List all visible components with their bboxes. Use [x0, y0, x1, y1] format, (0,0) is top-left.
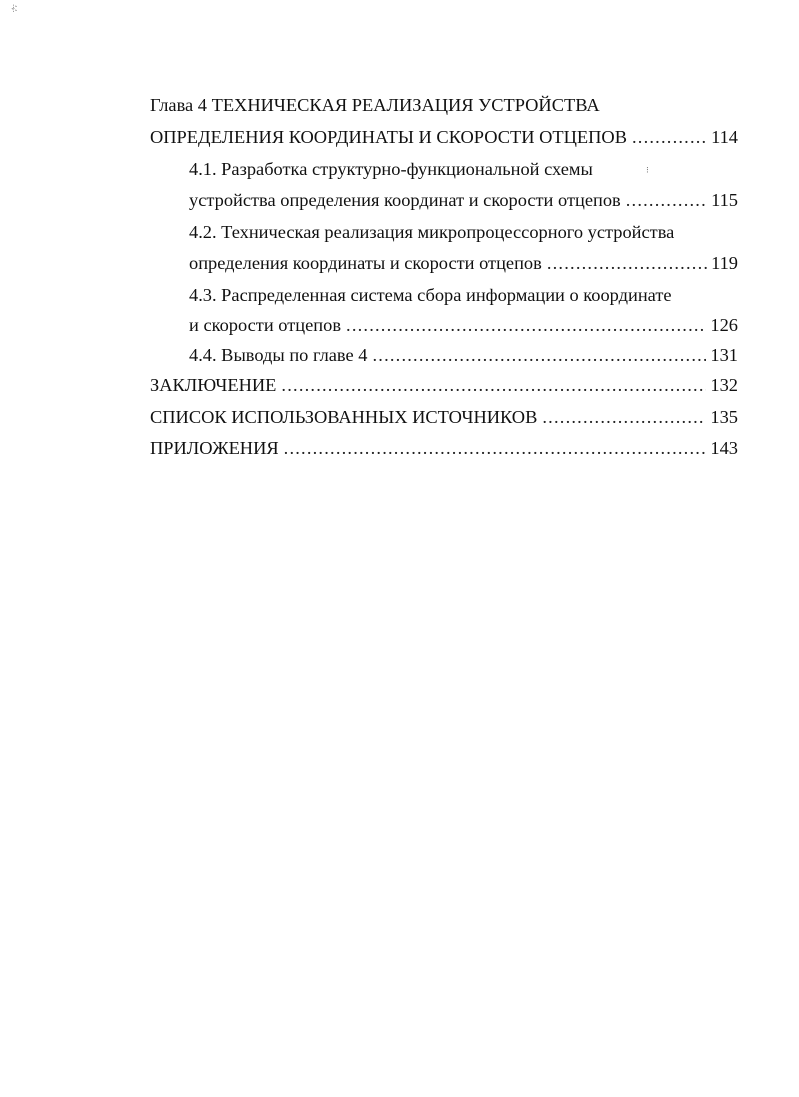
toc-entry-title: СПИСОК ИСПОЛЬЗОВАННЫХ ИСТОЧНИКОВ	[150, 407, 538, 427]
toc-page-number: 126	[710, 315, 738, 335]
toc-entry-title: ПРИЛОЖЕНИЯ	[150, 438, 279, 458]
toc-section-line1: 4.1. Разработка структурно-функциональной схемы	[189, 159, 593, 179]
toc-leader-dots	[632, 121, 707, 153]
toc-leader-dots	[284, 432, 707, 464]
toc-page-number: 114	[711, 127, 738, 147]
toc-chapter-4-title[interactable]	[150, 89, 738, 121]
toc-page-number: 131	[710, 345, 738, 365]
toc-section-line1: 4.2. Техническая реализация микропроцессорного устройства	[189, 222, 675, 242]
toc-entry-conclusion[interactable]	[150, 369, 738, 401]
toc-section-line1: 4.3. Распределенная система сбора информации о координате	[189, 285, 672, 305]
toc-section-4-4-entry[interactable]	[189, 339, 738, 371]
toc-page-number: 132	[710, 375, 738, 395]
toc-section-4-3-entry[interactable]	[189, 309, 738, 341]
toc-leader-dots	[542, 401, 706, 433]
toc-entry-references[interactable]	[150, 401, 738, 433]
toc-section-4-3-title[interactable]	[189, 279, 738, 311]
toc-leader-dots	[346, 309, 706, 341]
toc-section-line2: устройства определения координат и скорости отцепов	[189, 190, 621, 210]
toc-leader-dots	[626, 184, 707, 216]
toc-section-4-2-title[interactable]	[189, 216, 738, 248]
toc-section-line2: определения координаты и скорости отцепов	[189, 253, 542, 273]
scan-speck: ⁝	[646, 166, 649, 176]
toc-section-4-1-entry[interactable]	[189, 184, 738, 216]
scan-artifact: ·ʹ·›ʹ·	[9, 4, 17, 12]
toc-section-4-2-entry[interactable]	[189, 247, 738, 279]
toc-chapter-4-line1: Глава 4 ТЕХНИЧЕСКАЯ РЕАЛИЗАЦИЯ УСТРОЙСТВА	[150, 95, 600, 115]
toc-page-number: 143	[710, 438, 738, 458]
toc-page-number: 135	[710, 407, 738, 427]
toc-chapter-4-entry[interactable]	[150, 121, 738, 153]
toc-page-number: 119	[711, 253, 738, 273]
toc-section-line2: и скорости отцепов	[189, 315, 342, 335]
toc-page-number: 115	[711, 190, 738, 210]
toc-chapter-4-line2: ОПРЕДЕЛЕНИЯ КООРДИНАТЫ И СКОРОСТИ ОТЦЕПОВ	[150, 127, 627, 147]
toc-leader-dots	[372, 339, 706, 371]
toc-entry-appendices[interactable]	[150, 432, 738, 464]
toc-section-4-1-title[interactable]	[189, 153, 738, 185]
toc-leader-dots	[281, 369, 706, 401]
toc-section-line1: 4.4. Выводы по главе 4	[189, 345, 368, 365]
toc-entry-title: ЗАКЛЮЧЕНИЕ	[150, 375, 277, 395]
toc-leader-dots	[547, 247, 707, 279]
